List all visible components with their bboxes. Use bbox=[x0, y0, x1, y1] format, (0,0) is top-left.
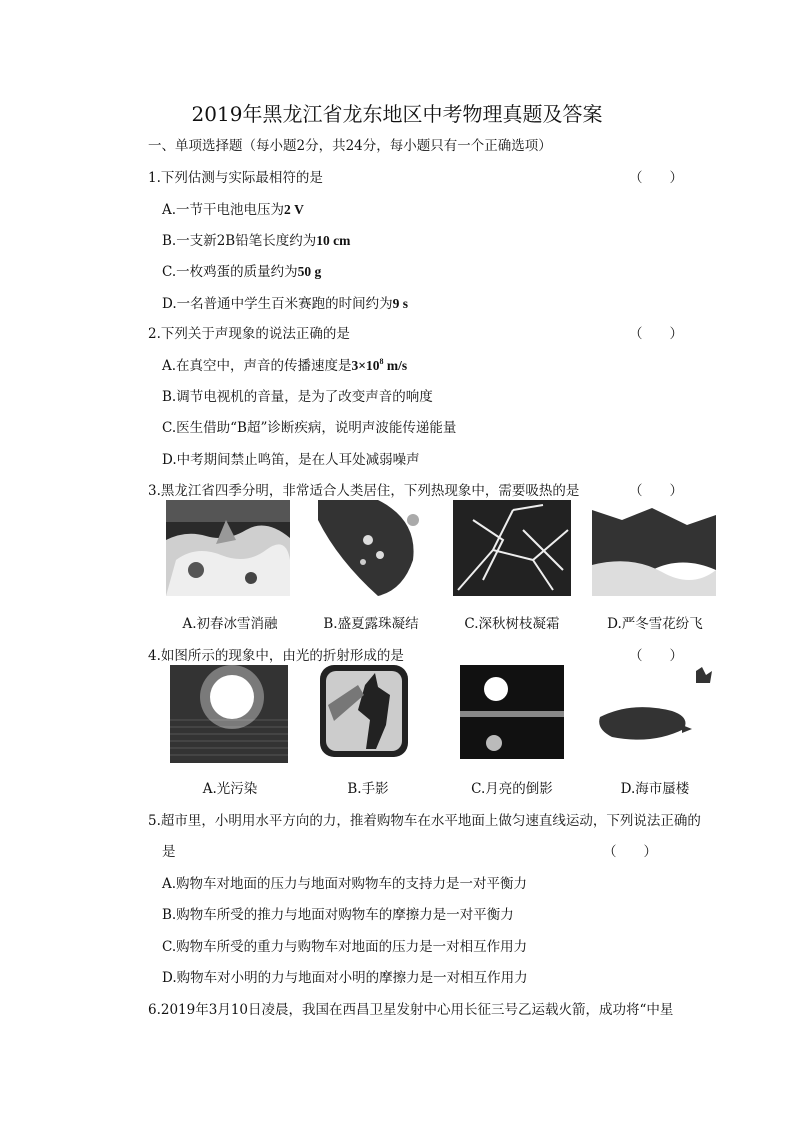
q2-option-b: B.调节电视机的音量，是为了改变声音的响度 bbox=[162, 389, 433, 405]
dew-on-leaf-image bbox=[318, 500, 426, 596]
q3-caption-a: A.初春冰雪消融 bbox=[182, 616, 278, 632]
question-5-stem: 5.超市里，小明用水平方向的力，推着购物车在水平地面上做匀速直线运动，下列说法正确的 bbox=[148, 813, 701, 829]
moon-reflection-image bbox=[460, 665, 564, 759]
question-6-stem: 6.2019年3月10日凌晨，我国在西昌卫星发射中心用长征三号乙运载火箭，成功将“中星 bbox=[148, 1002, 674, 1018]
q2-option-a: A.在真空中，声音的传播速度是$3\times 10^8$ m/s bbox=[162, 357, 408, 374]
snowfall-image bbox=[592, 500, 716, 596]
q1-option-d: D.一名普通中学生百米赛跑的时间约为9 s bbox=[162, 296, 409, 312]
answer-blank-2: （ ） bbox=[629, 326, 683, 342]
q4-caption-d: D.海市蜃楼 bbox=[620, 781, 690, 797]
melting-snow-image bbox=[166, 500, 290, 596]
q1-option-b: B.一支新2B铅笔长度约为10 cm bbox=[162, 233, 351, 249]
mirage-image bbox=[592, 665, 720, 757]
question-2-stem: 2.下列关于声现象的说法正确的是 bbox=[148, 326, 350, 342]
q3-caption-b: B.盛夏露珠凝结 bbox=[323, 616, 419, 632]
question-3-stem: 3.黑龙江省四季分明，非常适合人类居住，下列热现象中，需要吸热的是 bbox=[148, 483, 580, 499]
q5-option-b: B.购物车所受的推力与地面对购物车的摩擦力是一对平衡力 bbox=[162, 907, 514, 923]
answer-blank-4: （ ） bbox=[629, 648, 683, 664]
hand-shadow-image bbox=[320, 665, 408, 757]
q4-caption-a: A.光污染 bbox=[202, 781, 258, 797]
q5-option-c: C.购物车所受的重力与购物车对地面的压力是一对相互作用力 bbox=[162, 939, 528, 955]
q2-option-c: C.医生借助“B超”诊断疾病，说明声波能传递能量 bbox=[162, 420, 457, 436]
q2-option-d: D.中考期间禁止鸣笛，是在人耳处减弱噪声 bbox=[162, 452, 420, 468]
q3-caption-d: D.严冬雪花纷飞 bbox=[607, 616, 703, 632]
frost-branches-image bbox=[453, 500, 571, 596]
question-1-stem: 1.下列估测与实际最相符的是 bbox=[148, 170, 323, 186]
q5-option-a: A.购物车对地面的压力与地面对购物车的支持力是一对平衡力 bbox=[162, 876, 528, 892]
question-4-stem: 4.如图所示的现象中，由光的折射形成的是 bbox=[148, 648, 404, 664]
answer-blank-5: （ ） bbox=[603, 844, 657, 860]
q4-caption-b: B.手影 bbox=[347, 781, 389, 797]
answer-blank-1: （ ） bbox=[629, 170, 683, 186]
q1-option-a: A.一节干电池电压为2 V bbox=[162, 202, 304, 218]
answer-blank-3: （ ） bbox=[629, 483, 683, 499]
section-heading: 一、单项选择题（每小题2分，共24分，每小题只有一个正确选项） bbox=[148, 138, 552, 154]
q5-option-d: D.购物车对小明的力与地面对小明的摩擦力是一对相互作用力 bbox=[162, 970, 528, 986]
q1-option-c: C.一枚鸡蛋的质量约为50 g bbox=[162, 264, 322, 280]
light-pollution-image bbox=[170, 665, 288, 763]
q4-caption-c: C.月亮的倒影 bbox=[471, 781, 553, 797]
page-title: 2019年黑龙江省龙东地区中考物理真题及答案 bbox=[191, 102, 603, 126]
question-5-stem-cont: 是 bbox=[162, 844, 176, 860]
q3-caption-c: C.深秋树枝凝霜 bbox=[464, 616, 560, 632]
